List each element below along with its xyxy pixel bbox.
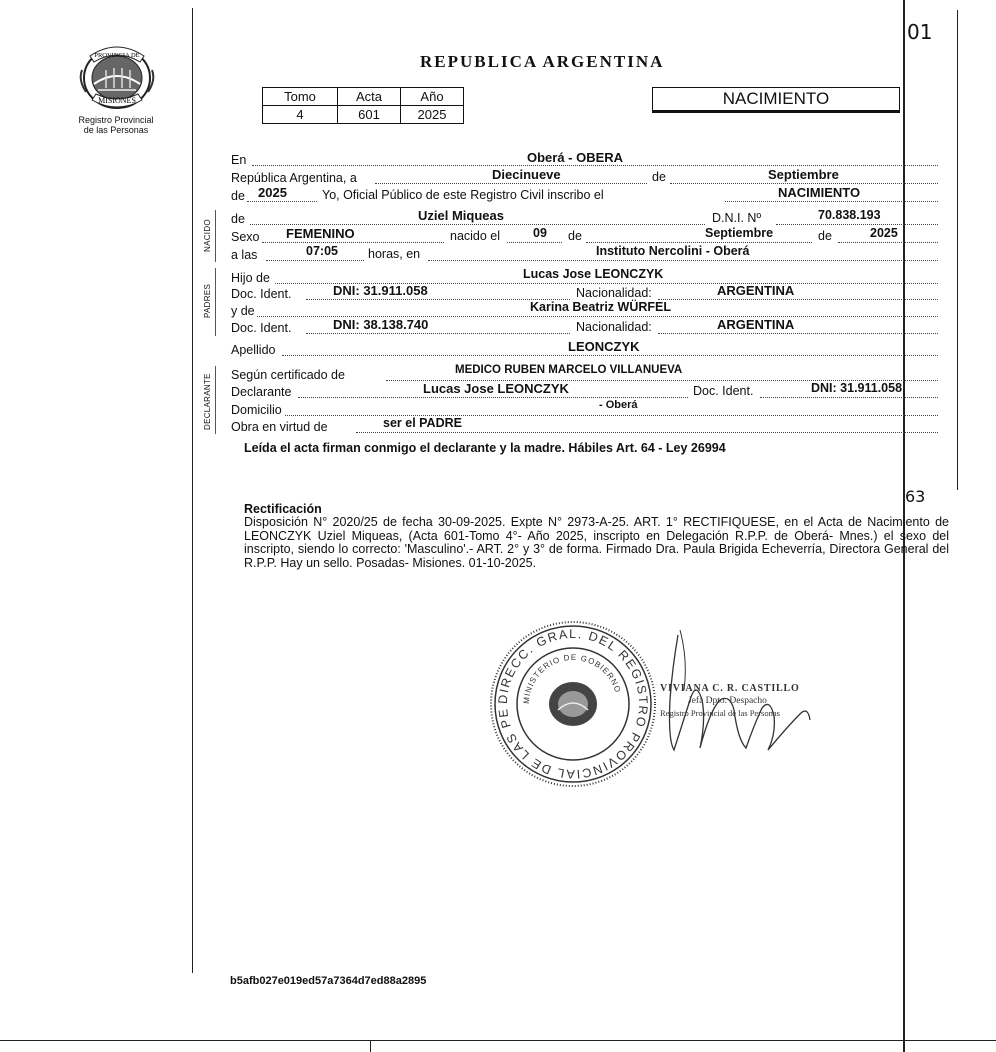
madre-nac-value: ARGENTINA (717, 317, 795, 332)
dots (282, 355, 938, 356)
page-number: 01 (907, 20, 933, 44)
anio-value: 2025 (258, 185, 287, 200)
dots (266, 260, 364, 261)
signer-org: Registro Provincial de las Personas (660, 708, 780, 718)
acta-header: Acta (338, 88, 401, 106)
signature-block (660, 683, 850, 719)
horas-en-label: horas, en (368, 247, 421, 261)
stamp-inner-text: MINISTERIO DE GOBIERNO (521, 652, 623, 705)
de-label-5: de (818, 229, 832, 243)
apellido-value: LEONCZYK (568, 339, 640, 354)
row-en: En (231, 153, 247, 167)
nacido-divider (215, 210, 216, 262)
signer-name: VIVIANA C. R. CASTILLO (660, 683, 800, 694)
dots (428, 260, 938, 261)
sexo-value: FEMENINO (286, 226, 355, 241)
rectificacion-title: Rectificación (244, 502, 322, 516)
dots (247, 201, 317, 202)
de-label: de (652, 170, 666, 184)
obra-value: ser el PADRE (383, 416, 462, 430)
signer-role: Jefa Dpto. Despacho (688, 696, 767, 706)
stamp-ring-text: DIRECC. GRAL. DEL REGISTRO PROVINCIAL DE LAS PE (495, 626, 651, 782)
dots (658, 333, 938, 334)
nacido-el-label: nacido el (450, 229, 501, 243)
tomo-value: 4 (263, 106, 338, 124)
inscripcion-value: NACIMIENTO (778, 185, 861, 200)
official-stamp (488, 618, 658, 790)
row-republica: República Argentina, a (231, 171, 357, 185)
mes-value: Septiembre (768, 167, 839, 182)
document-hash: b5afb027e019ed57a7364d7ed88a2895 (230, 975, 427, 987)
mes-nac-value: Septiembre (705, 226, 774, 240)
dots (838, 242, 938, 243)
document-title: REPUBLICA ARGENTINA (420, 52, 665, 71)
dots (725, 201, 938, 202)
row-domicilio: Domicilio (231, 403, 282, 417)
de-label-4: de (568, 229, 582, 243)
row-hijo-de: Hijo de (231, 271, 270, 285)
certificado-value: MEDICO RUBEN MARCELO VILLANUEVA (455, 364, 683, 376)
padres-section-label: PADRES (203, 283, 212, 318)
row-padre-doc: Doc. Ident. (231, 287, 292, 301)
bottom-tick (370, 1040, 371, 1052)
lugar-nac-value: Instituto Nercolini - Oberá (596, 244, 750, 258)
dots (670, 183, 938, 184)
left-margin-line (192, 8, 193, 973)
row-madre-doc: Doc. Ident. (231, 321, 292, 335)
right-edge-line (957, 10, 958, 490)
nacionalidad-label-2: Nacionalidad: (576, 320, 652, 334)
dots (262, 242, 444, 243)
row-hora: a las (231, 248, 258, 262)
dots (298, 397, 688, 398)
row-yo: de (231, 189, 245, 203)
dni-value: 70.838.193 (818, 208, 881, 222)
logo-caption: Registro Provincial de las Personas (78, 115, 154, 135)
acta-value: 601 (338, 106, 401, 124)
anio-header: Año (401, 88, 464, 106)
rectificacion-text: Disposición N° 2020/25 de fecha 30-09-2025. Expte N° 2973-A-25. ART. 1° RECTIFIQUESE, en el Acta de Nacimiento de LEONCZYK Uziel Miqueas, (Acta 601-Tomo 4°- Año 2025, inscripto en Delegación R.P.P. de Oberá- Mnes.) el sexo del inscripto, siendo lo correcto: 'Masculino'.- ART. 2° y 3° de forma. Firmado Dra. Paula Brigida Echeverría, Directora General del R.P.P. Hay un sello. Posadas- Misiones. 01-10-2025. (244, 515, 949, 570)
doc-ident-label-3: Doc. Ident. (693, 384, 754, 398)
province-seal-logo (76, 40, 158, 112)
dots (250, 224, 705, 225)
bottom-line (0, 1040, 996, 1041)
row-apellido: Apellido (231, 343, 276, 357)
lugar-value: Oberá - OBERA (527, 150, 624, 165)
anio-value: 2025 (401, 106, 464, 124)
dots (658, 299, 938, 300)
seal-top-text: PROVINCIA DE (94, 52, 140, 59)
yo-text: Yo, Oficial Público de este Registro Civil inscribo el (322, 188, 604, 202)
nacido-section-label: NACIDO (203, 219, 212, 252)
declarante-section-label: DECLARANTE (203, 373, 212, 430)
declarante-dni-value: DNI: 31.911.058 (811, 381, 903, 395)
nacionalidad-label: Nacionalidad: (576, 286, 652, 300)
padre-dni-value: DNI: 31.911.058 (333, 283, 428, 298)
declarante-divider (215, 366, 216, 434)
tomo-header: Tomo (263, 88, 338, 106)
seal-bottom-text: MISIONES (98, 96, 136, 105)
row-y-de: y de (231, 304, 255, 318)
row-obra: Obra en virtud de (231, 420, 328, 434)
dots (306, 333, 570, 334)
dots (776, 224, 938, 225)
nombre-value: Uziel Miqueas (418, 208, 504, 223)
row-nombre: de (231, 212, 245, 226)
dots (356, 432, 938, 433)
row-certificado: Según certificado de (231, 368, 345, 382)
padre-value: Lucas Jose LEONCZYK (523, 267, 664, 281)
dots (375, 183, 647, 184)
tomo-acta-anio-table (262, 87, 464, 124)
closing-text: Leída el acta firman conmigo el declarante y la madre. Hábiles Art. 64 - Ley 26994 (244, 441, 726, 455)
padres-divider (215, 268, 216, 336)
row-declarante: Declarante (231, 385, 292, 399)
side-number: 63 (905, 487, 926, 506)
dni-label: D.N.I. Nº (712, 211, 762, 225)
hora-value: 07:05 (306, 244, 338, 258)
dia-nac-value: 09 (533, 226, 547, 240)
madre-value: Karina Beatriz WÜRFEL (530, 300, 671, 314)
record-type-box: NACIMIENTO (652, 87, 900, 113)
dia-value: Diecinueve (492, 167, 561, 182)
dots (507, 242, 562, 243)
declarante-value: Lucas Jose LEONCZYK (423, 381, 569, 396)
padre-nac-value: ARGENTINA (717, 283, 795, 298)
row-sexo: Sexo (231, 230, 260, 244)
dots (252, 165, 938, 166)
anio-nac-value: 2025 (870, 226, 898, 240)
domicilio-value: - Oberá (599, 399, 638, 411)
dots (760, 397, 938, 398)
dots (586, 242, 812, 243)
madre-dni-value: DNI: 38.138.740 (333, 317, 429, 332)
